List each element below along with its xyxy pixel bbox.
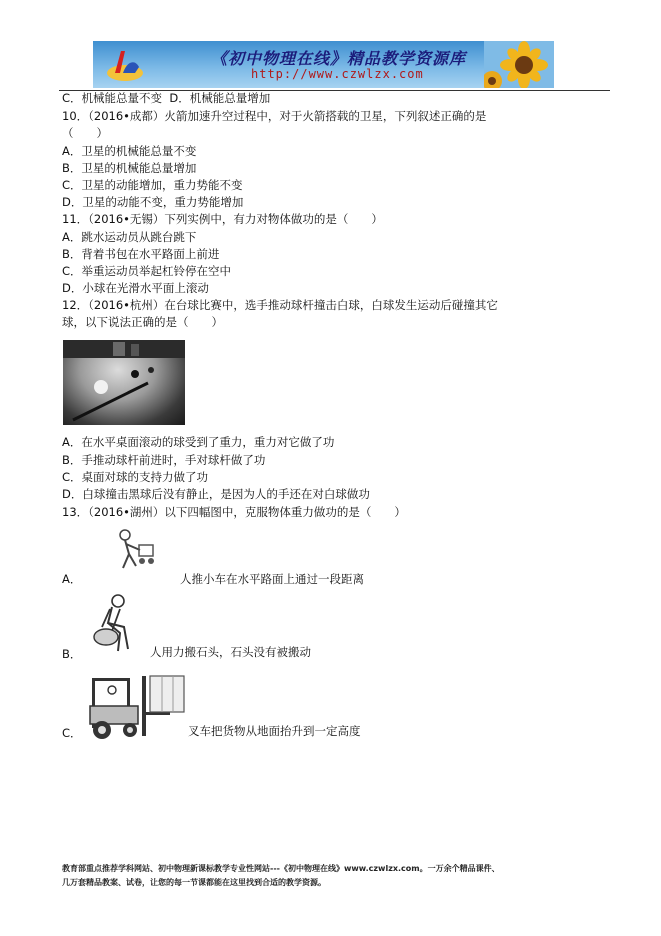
q11-stem: 11．（2016•无锡）下列实例中，有力对物体做功的是（ ） (62, 212, 383, 226)
q10-option-b: B．卫星的机械能总量增加 (62, 161, 197, 175)
site-logo-icon (105, 45, 145, 85)
q13-option-b-text: 人用力搬石头，石头没有被搬动 (150, 645, 311, 659)
q11-option-b: B．背着书包在水平路面上前进 (62, 247, 220, 261)
lift-stone-figure-icon (90, 593, 146, 655)
q13-option-b-letter: B． (62, 647, 82, 661)
q10-stem-bracket: （ ） (62, 126, 108, 140)
push-cart-figure-icon (112, 528, 160, 573)
q12-option-b: B．手推动球杆前进时，手对球杆做了功 (62, 453, 266, 467)
forklift-figure-icon (88, 670, 186, 742)
banner-title: 《初中物理在线》精品教学资源库 (211, 49, 467, 68)
header-banner (93, 41, 554, 88)
q13-option-c-text: 叉车把货物从地面抬升到一定高度 (188, 724, 361, 738)
q11-option-d: D．小球在光滑水平面上滚动 (62, 281, 209, 295)
q13-option-a-text: 人推小车在水平路面上通过一段距离 (180, 572, 364, 586)
billiards-scene-icon (63, 340, 185, 425)
q12-option-c: C．桌面对球的支持力做了功 (62, 470, 209, 484)
banner-url: http://www.czwlzx.com (251, 67, 424, 81)
q12-option-a: A．在水平桌面滚动的球受到了重力，重力对它做了功 (62, 435, 335, 449)
q13-option-a-letter: A． (62, 572, 82, 586)
q10-option-d: D．卫星的动能不变，重力势能增加 (62, 195, 244, 209)
q13-stem: 13．（2016•湖州）以下四幅图中，克服物体重力做功的是（ ） (62, 505, 406, 519)
q10-stem: 10．（2016•成都）火箭加速升空过程中，对于火箭搭载的卫星，下列叙述正确的是 (62, 109, 487, 123)
q12-stem-cont: 球，以下说法正确的是（ ） (62, 315, 223, 329)
q10-option-c: C．卫星的动能增加，重力势能不变 (62, 178, 243, 192)
q13-option-c-letter: C． (62, 726, 82, 740)
q10-option-a: A．卫星的机械能总量不变 (62, 144, 197, 158)
q11-option-c: C．举重运动员举起杠铃停在空中 (62, 264, 232, 278)
sunflower-icon (484, 41, 554, 88)
q12-option-d: D．白球撞击黑球后没有静止，是因为人的手还在对白球做功 (62, 487, 370, 501)
footer-line-2: 几万套精品教案、试卷，让您的每一节课都能在这里找到合适的教学资源。 (62, 878, 326, 887)
footer-line-1: 教育部重点推荐学科网站、初中物理新课标教学专业性网站---《初中物理在线》www.czwlzx.com。一万余个精品课件、 (62, 864, 500, 873)
billiards-photo (63, 340, 185, 425)
q11-option-a: A．跳水运动员从跳台跳下 (62, 230, 197, 244)
q9-option-cd: C．机械能总量不变 D．机械能总量增加 (62, 91, 271, 105)
q12-stem: 12．（2016•杭州）在台球比赛中，选手推动球杆撞击白球，白球发生运动后碰撞其它 (62, 298, 498, 312)
